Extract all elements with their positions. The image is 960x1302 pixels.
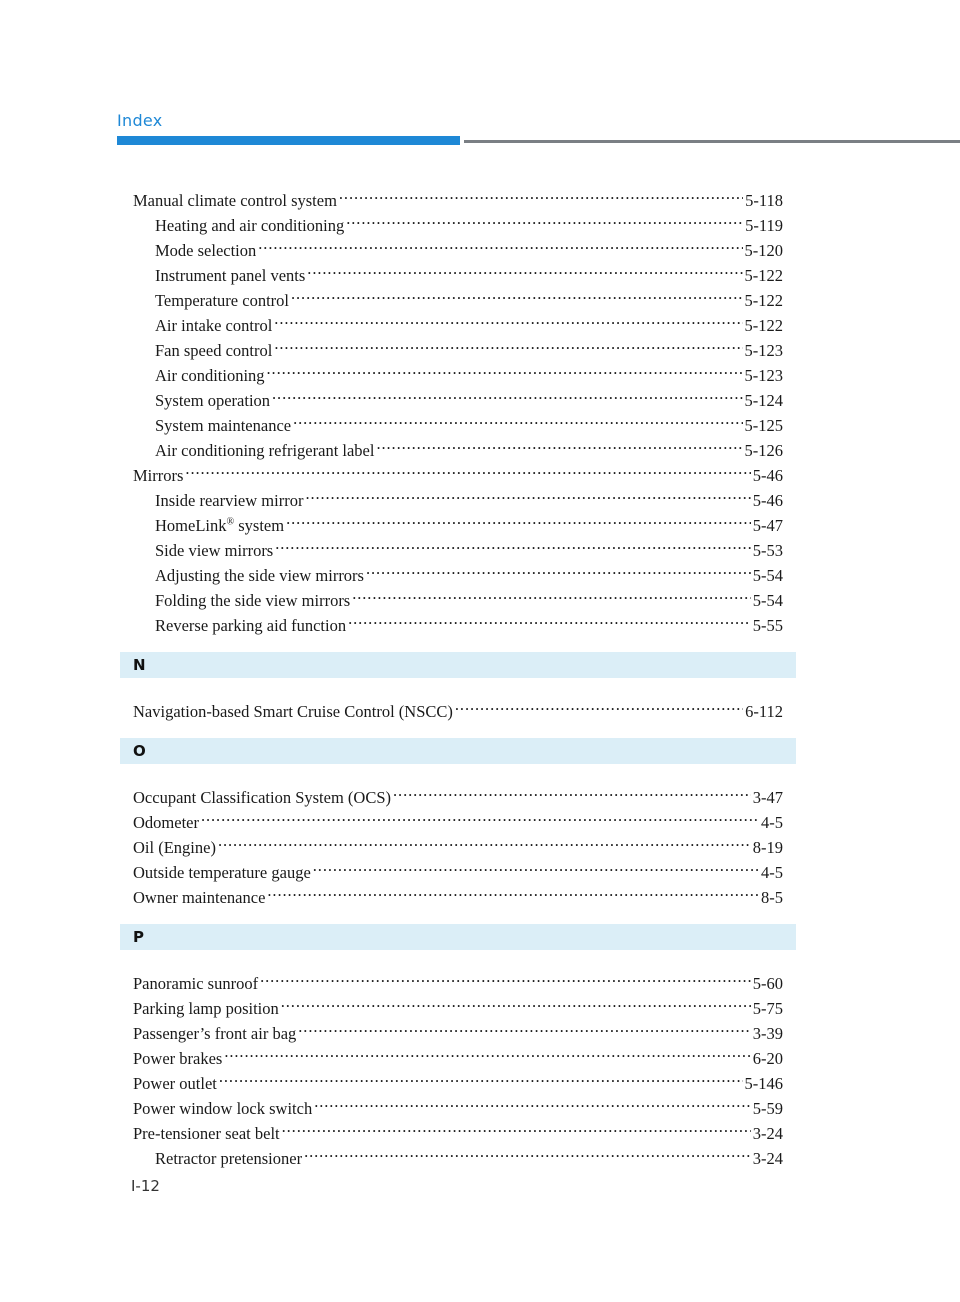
entry-page-number[interactable]: 5-122 [744, 291, 783, 310]
header-accent-bar [117, 136, 460, 145]
entry-label [133, 810, 199, 835]
entry-label-text: Parking lamp position [133, 999, 279, 1018]
entry-label-text: HomeLink [155, 516, 227, 535]
entry-page-number[interactable]: 5-126 [744, 441, 783, 460]
index-group-o [133, 778, 783, 907]
entry-label-text: Occupant Classification System (OCS) [133, 788, 392, 807]
dot-leader [258, 231, 742, 256]
dot-leader [272, 381, 742, 406]
entry-page-number[interactable]: 5-54 [752, 591, 783, 610]
entry-page-number[interactable]: 5-53 [752, 541, 783, 560]
dot-leader [307, 256, 742, 281]
dot-leader [455, 692, 743, 717]
section-header-p [120, 924, 796, 950]
page-header-title: Index [117, 111, 163, 130]
entry-label-text: Power window lock switch [133, 1099, 313, 1118]
entry-label [133, 971, 258, 996]
dot-leader [224, 1039, 750, 1064]
index-entry[interactable] [133, 1039, 783, 1068]
entry-label [155, 313, 272, 338]
index-content [133, 181, 783, 1168]
dot-leader [274, 306, 742, 331]
entry-label-text: Mirrors [133, 466, 184, 485]
entry-page-number[interactable]: 6-20 [752, 1049, 783, 1068]
entry-label-text: System operation [155, 391, 271, 410]
index-entry[interactable] [133, 964, 783, 993]
entry-label-text: Oil (Engine) [133, 838, 216, 857]
entry-label [155, 538, 273, 563]
entry-label [155, 288, 289, 313]
entry-page-number[interactable]: 5-124 [744, 391, 783, 410]
dot-leader [304, 1139, 751, 1164]
index-entry[interactable] [133, 1064, 783, 1093]
section-letter: P [133, 928, 144, 946]
page-number: I-12 [131, 1177, 160, 1195]
entry-page-number[interactable]: 8-5 [761, 888, 783, 907]
entry-page-number[interactable]: 5-122 [744, 316, 783, 335]
dot-leader [267, 878, 759, 903]
entry-label [155, 388, 270, 413]
entry-label-text: Inside rearview mirror [155, 491, 304, 510]
entry-label-text: Navigation-based Smart Cruise Control (NSCC) [133, 702, 453, 721]
entry-label-text: Odometer [133, 813, 199, 832]
dot-leader [348, 606, 751, 631]
entry-page-number[interactable]: 5-125 [744, 416, 783, 435]
dot-leader [275, 531, 751, 556]
entry-page-number[interactable]: 3-39 [752, 1024, 783, 1043]
entry-page-number[interactable]: 5-75 [752, 999, 783, 1018]
entry-label-text: Folding the side view mirrors [155, 591, 351, 610]
index-group-n [133, 692, 783, 721]
entry-label-text: Side view mirrors [155, 541, 274, 560]
dot-leader [267, 356, 743, 381]
entry-page-number[interactable]: 5-47 [752, 516, 783, 535]
entry-label-text: Temperature control [155, 291, 289, 310]
dot-leader [291, 281, 743, 306]
dot-leader [313, 853, 759, 878]
entry-label-text: Panoramic sunroof [133, 974, 259, 993]
entry-page-number[interactable]: 5-46 [752, 491, 783, 510]
entry-label [155, 613, 346, 638]
dot-leader [339, 181, 743, 206]
entry-label-text: Outside temperature gauge [133, 863, 311, 882]
dot-leader [366, 556, 751, 581]
entry-page-number[interactable]: 5-59 [752, 1099, 783, 1118]
dot-leader [219, 1064, 743, 1089]
dot-leader [286, 506, 751, 531]
entry-label-text: Fan speed control [155, 341, 273, 360]
entry-page-number[interactable]: 4-5 [761, 813, 783, 832]
entry-label-text: Passenger’s front air bag [133, 1024, 297, 1043]
entry-label [133, 835, 216, 860]
entry-label-text: Retractor pretensioner [155, 1149, 303, 1168]
entry-label [155, 338, 272, 363]
entry-page-number[interactable]: 5-123 [744, 366, 783, 385]
entry-label [155, 413, 291, 438]
index-entry[interactable] [133, 1089, 783, 1118]
header-divider-line [464, 140, 960, 143]
entry-label-text: Reverse parking aid function [155, 616, 347, 635]
dot-leader [218, 828, 751, 853]
index-entry[interactable] [133, 853, 783, 882]
entry-label [155, 263, 305, 288]
entry-label [155, 588, 350, 613]
index-entry[interactable] [133, 692, 783, 721]
section-letter: N [133, 656, 146, 674]
entry-label-text: Manual climate control system [133, 191, 337, 210]
dot-leader [201, 803, 759, 828]
entry-label-text: Instrument panel vents [155, 266, 306, 285]
dot-leader [305, 481, 750, 506]
entry-label-text: Air intake control [155, 316, 273, 335]
section-header-o [120, 738, 796, 764]
entry-label-text: Owner maintenance [133, 888, 266, 907]
entry-label-text: Mode selection [155, 241, 257, 260]
dot-leader [393, 778, 751, 803]
entry-label [155, 363, 265, 388]
dot-leader [260, 964, 751, 989]
index-group-m [133, 181, 783, 635]
entry-page-number[interactable]: 5-54 [752, 566, 783, 585]
entry-label [133, 996, 279, 1021]
dot-leader [346, 206, 743, 231]
entry-page-number[interactable]: 5-123 [744, 341, 783, 360]
dot-leader [185, 456, 750, 481]
index-entry[interactable] [133, 181, 783, 210]
entry-label [155, 238, 256, 263]
dot-leader [293, 406, 742, 431]
entry-label [155, 488, 303, 513]
index-entry[interactable] [133, 803, 783, 832]
entry-label [155, 513, 284, 538]
entry-page-number[interactable]: 4-5 [761, 863, 783, 882]
index-entry[interactable] [133, 456, 783, 485]
dot-leader [352, 581, 751, 606]
entry-page-number[interactable]: 5-55 [752, 616, 783, 635]
entry-label-text: Air conditioning [155, 366, 265, 385]
index-group-p [133, 964, 783, 1168]
entry-label-text: Power outlet [133, 1074, 217, 1093]
entry-page-number[interactable]: 3-24 [752, 1149, 783, 1168]
entry-page-number[interactable]: 5-119 [745, 216, 783, 235]
entry-label-text: Heating and air conditioning [155, 216, 345, 235]
entry-label [133, 885, 265, 910]
entry-label-text: System maintenance [155, 416, 292, 435]
section-header-n [120, 652, 796, 678]
entry-label [133, 188, 337, 213]
entry-label-text: Adjusting the side view mirrors [155, 566, 364, 585]
registered-mark: ® [226, 516, 235, 528]
entry-label [133, 1046, 222, 1071]
dot-leader [282, 1114, 751, 1139]
entry-label [155, 563, 364, 588]
entry-page-number[interactable]: 5-118 [745, 191, 783, 210]
dot-leader [274, 331, 742, 356]
index-entry[interactable] [133, 481, 783, 510]
index-entry[interactable] [133, 778, 783, 807]
entry-page-number[interactable]: 5-120 [744, 241, 783, 260]
entry-label [133, 699, 453, 724]
entry-label-tail: system [234, 516, 285, 535]
dot-leader [281, 989, 751, 1014]
entry-label [155, 1146, 302, 1171]
entry-page-number[interactable]: 3-47 [752, 788, 783, 807]
entry-page-number[interactable]: 5-46 [752, 466, 783, 485]
entry-label [133, 463, 183, 488]
entry-label-text: Power brakes [133, 1049, 223, 1068]
entry-page-number[interactable]: 8-19 [752, 838, 783, 857]
section-letter: O [133, 742, 146, 760]
entry-page-number[interactable]: 5-60 [752, 974, 783, 993]
entry-page-number[interactable]: 5-146 [744, 1074, 783, 1093]
dot-leader [376, 431, 742, 456]
entry-page-number[interactable]: 5-122 [744, 266, 783, 285]
dot-leader [298, 1014, 750, 1039]
entry-label [133, 1121, 280, 1146]
entry-label-text: Air conditioning refrigerant label [155, 441, 375, 460]
entry-label [133, 1071, 217, 1096]
index-entry[interactable] [133, 828, 783, 857]
entry-label-text: Pre-tensioner seat belt [133, 1124, 280, 1143]
entry-page-number[interactable]: 3-24 [752, 1124, 783, 1143]
entry-page-number[interactable]: 6-112 [745, 702, 783, 721]
dot-leader [314, 1089, 751, 1114]
